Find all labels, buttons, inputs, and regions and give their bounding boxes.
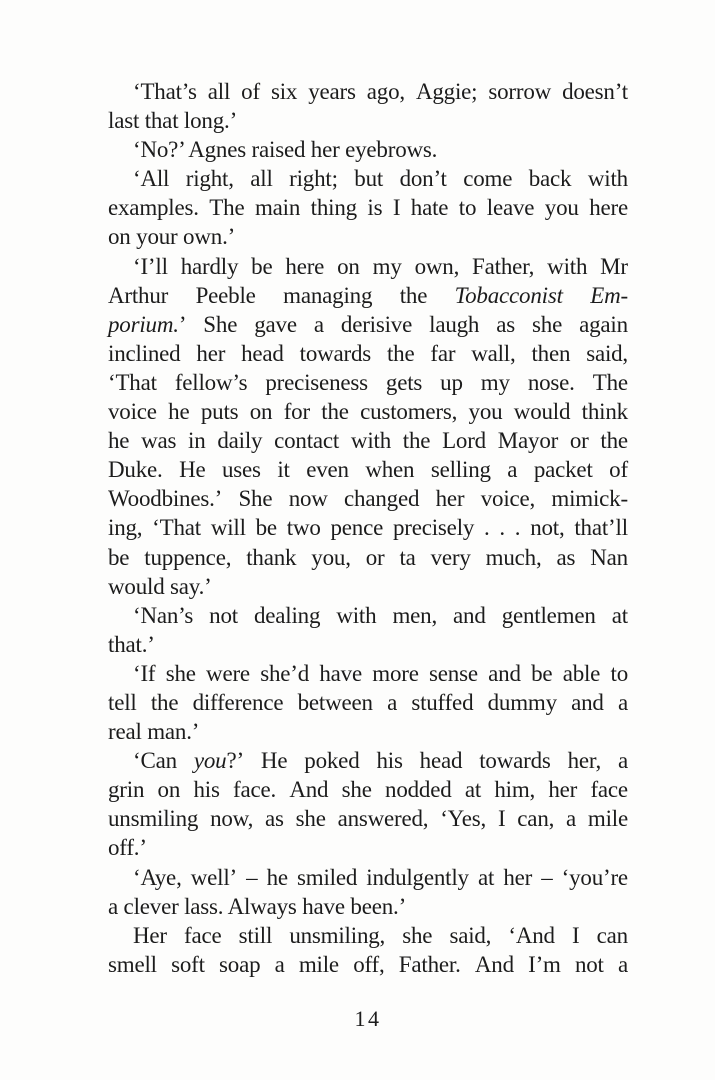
text-line: last that long.’ [108,108,238,134]
text-line: inclined her head towards the far wall, then said, [108,340,628,366]
text-line: ‘I’ll hardly be here on my own, Father, with Mr [133,253,628,279]
text-line: a clever lass. Always have been.’ [108,893,407,919]
text-line: examples. The main thing is I hate to leave you here [108,195,628,221]
body-text [108,77,628,979]
text-line: ing, ‘That will be two pence precisely . . . not, that’ll [108,515,628,541]
text-line: porium.’ She gave a derisive laugh as she again [108,311,628,337]
text-line: be tuppence, thank you, or ta very much, as Nan [108,544,628,570]
text-line: Duke. He uses it even when selling a packet of [108,457,628,483]
text-line: tell the difference between a stuffed dummy and a [108,689,628,715]
text-line: Her face still unsmiling, she said, ‘And I can [133,922,628,948]
page-number: 14 [354,1006,382,1031]
text-line: would say.’ [108,573,212,599]
text-line: ‘That’s all of six years ago, Aggie; sorrow doesn’t [133,79,628,104]
text-line: smell soft soap a mile off, Father. And I’m not a [108,951,628,977]
text-line: ‘Aye, well’ – he smiled indulgently at her – ‘you’re [133,864,628,890]
text-line: off.’ [108,835,147,861]
text-line: ‘If she were she’d have more sense and be able to [133,660,628,686]
text-line: ‘That fellow’s preciseness gets up my nose. The [108,369,628,395]
text-line: unsmiling now, as she answered, ‘Yes, I can, a mile [108,806,628,832]
text-line: ‘No?’ Agnes raised her eyebrows. [133,137,438,163]
text-line: voice he puts on for the customers, you would think [108,399,628,425]
text-line: Woodbines.’ She now changed her voice, mimick- [108,486,628,512]
text-line: ‘All right, all right; but don’t come back with [133,166,628,192]
text-line: ‘Nan’s not dealing with men, and gentlemen at [133,602,628,628]
text-line: real man.’ [108,719,200,745]
text-line: he was in daily contact with the Lord Mayor or the [108,428,628,454]
text-line: ‘Can you?’ He poked his head towards her, a [133,748,628,774]
text-line: on your own.’ [108,224,236,250]
text-line: grin on his face. And she nodded at him, her face [108,777,628,803]
text-line: that.’ [108,631,155,657]
text-line: Arthur Peeble managing the Tobacconist Em- [108,282,628,308]
